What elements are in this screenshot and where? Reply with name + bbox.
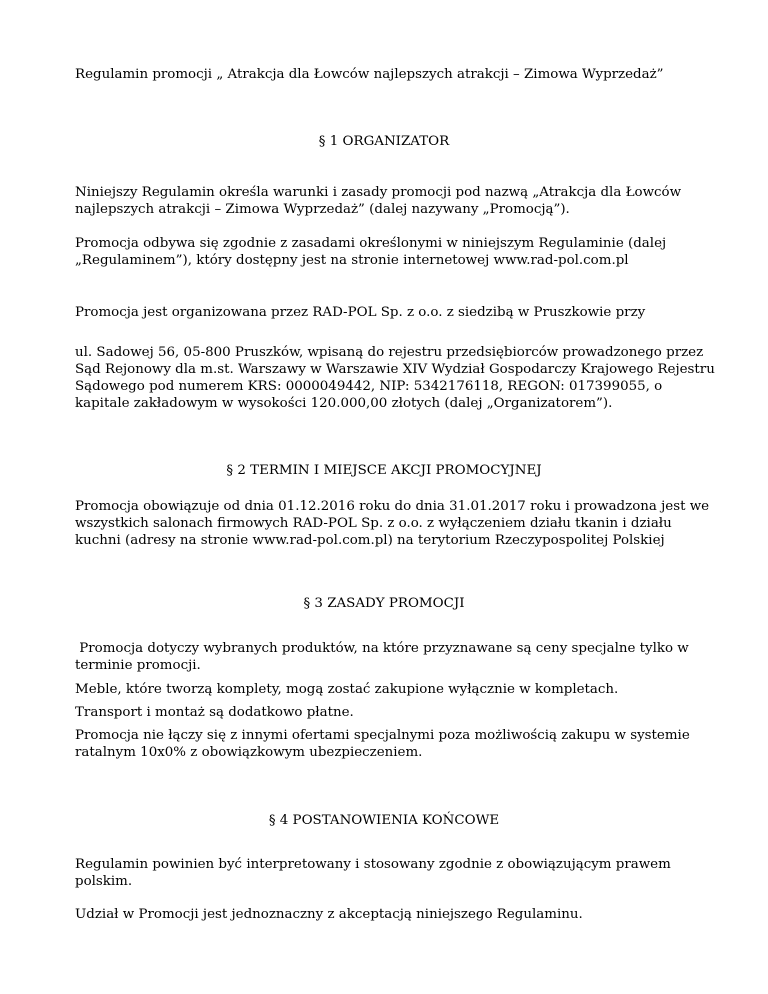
section-4-paragraph-2: Udział w Promocji jest jednoznaczny z akceptacją niniejszego Regulaminu.	[75, 907, 583, 922]
section-1-paragraph-2: Promocja odbywa się zgodnie z zasadami określonymi w niniejszym Regulaminie (dalej „Regulaminem”), który dostępny jest na stronie internetowej www.rad-pol.com.pl	[75, 236, 671, 268]
section-3-heading: § 3 ZASADY PROMOCJI	[303, 596, 465, 611]
section-1-heading: § 1 ORGANIZATOR	[318, 134, 450, 149]
section-3-paragraph-2: Meble, które tworzą komplety, mogą zostać zakupione wyłącznie w kompletach.	[75, 682, 619, 697]
section-3-paragraph-1: Promocja dotyczy wybranych produktów, na które przyznawane są ceny specjalne tylko w terminie promocji.	[75, 641, 694, 673]
section-1-paragraph-4: ul. Sadowej 56, 05-800 Pruszków, wpisaną do rejestru przedsiębiorców prowadzonego przez Sąd Rejonowy dla m.st. Warszawy w Warszawie XIV Wydział Gospodarczy Krajowego Rejestru Sądowego pod numerem KRS: 0000049442, NIP: 5342176118, REGON: 017399055, o kapitale zakładowym w wysokości 120.000,00 złotych (dalej „Organizatorem”).	[75, 345, 720, 411]
section-1-paragraph-1: Niniejszy Regulamin określa warunki i zasady promocji pod nazwą „Atrakcja dla Łowców najlepszych atrakcji – Zimowa Wyprzedaż” (dalej nazywany „Promocją”).	[75, 185, 686, 217]
section-3-paragraph-3: Transport i montaż są dodatkowo płatne.	[75, 705, 354, 720]
section-1-paragraph-3: Promocja jest organizowana przez RAD-POL Sp. z o.o. z siedzibą w Pruszkowie przy	[75, 305, 646, 320]
section-4-heading: § 4 POSTANOWIENIA KOŃCOWE	[268, 813, 500, 828]
section-4-paragraph-1: Regulamin powinien być interpretowany i stosowany zgodnie z obowiązującym prawem polskim.	[75, 857, 676, 889]
section-3-paragraph-4: Promocja nie łączy się z innymi ofertami specjalnymi poza możliwością zakupu w systemie ratalnym 10x0% z obowiązkowym ubezpieczeniem.	[75, 728, 695, 760]
section-2-heading: § 2 TERMIN I MIEJSCE AKCJI PROMOCYJNEJ	[226, 463, 542, 478]
document-title: Regulamin promocji „ Atrakcja dla Łowców najlepszych atrakcji – Zimowa Wyprzedaż”	[75, 67, 664, 82]
section-2-paragraph-1: Promocja obowiązuje od dnia 01.12.2016 roku do dnia 31.01.2017 roku i prowadzona jest we wszystkich salonach firmowych RAD-POL Sp. z o.o. z wyłączeniem działu tkanin i działu kuchni (adresy na stronie www.rad-pol.com.pl) na terytorium Rzeczypospolitej Polskiej	[75, 499, 714, 548]
